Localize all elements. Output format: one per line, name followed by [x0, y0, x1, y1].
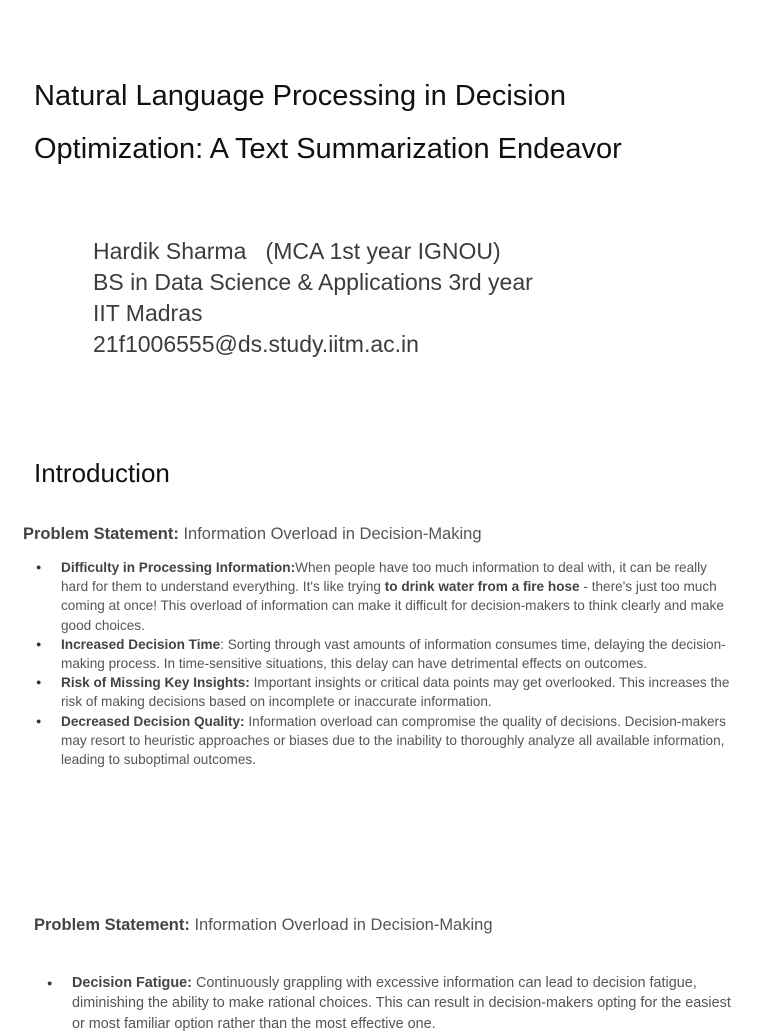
list-item-label: Decision Fatigue:: [72, 975, 192, 991]
problem-statement-1: [23, 525, 482, 544]
list-item-text: : Sorting through vast amounts of information consumes time, delaying the decision-making process. In time-sensitive situations, this delay can have detrimental effects on outcomes.: [61, 636, 726, 672]
list-item: [61, 673, 731, 711]
list-item-label: Increased Decision Time: [61, 636, 221, 652]
list-item: [72, 973, 742, 1034]
list-item-text: Continuously grappling with excessive information can lead to decision fatigue, diminishing the ability to make rational choices. This can result in decision-makers opting for the easiest or most familiar option rather than the most effective one.: [72, 975, 731, 1032]
list-item: [61, 558, 731, 635]
introduction-heading: Introduction: [34, 458, 170, 488]
author-email: 21f1006555@ds.study.iitm.ac.in: [93, 331, 419, 357]
title-line-2: Optimization: A Text Summarization Endeavor: [34, 133, 622, 165]
section2-bullet-list: [72, 973, 742, 1034]
problem-statement-2: [34, 916, 493, 935]
list-item: [61, 712, 731, 770]
list-item-emphasis: to drink water from a fire hose: [384, 579, 580, 595]
list-item-text: - there's just too much coming at once! This overload of information can make it difficult for decision-makers to think clearly and make good choices.: [61, 579, 724, 633]
author-block: [93, 236, 533, 360]
list-item: [61, 635, 731, 673]
problem-statement-label: Problem Statement:: [23, 525, 179, 543]
introduction-bullet-list: [61, 558, 731, 769]
list-item-label: Decreased Decision Quality:: [61, 713, 245, 729]
list-item-text: When people have too much information to deal with, it can be really hard for them to understand everything. It's like trying: [61, 560, 707, 595]
list-item-label: Risk of Missing Key Insights:: [61, 675, 250, 691]
problem-statement-label: Problem Statement:: [34, 916, 190, 934]
list-item-text: Information overload can compromise the quality of decisions. Decision-makers may resort to heuristic approaches or biases due to the inability to thoroughly analyze all available information, leading to suboptimal outcomes.: [61, 713, 726, 768]
author-institute: IIT Madras: [93, 300, 203, 326]
document-title: [34, 70, 754, 176]
list-item-text: Important insights or critical data points may get overlooked. This increases the risk of making decisions based on incomplete or inaccurate information.: [61, 675, 730, 710]
list-item-label: Difficulty in Processing Information:: [61, 560, 296, 575]
problem-statement-text: Information Overload in Decision-Making: [189, 916, 493, 934]
author-program: BS in Data Science & Applications 3rd year: [93, 269, 533, 295]
author-name: Hardik Sharma (MCA 1st year IGNOU): [93, 238, 501, 264]
problem-statement-text: Information Overload in Decision-Making: [178, 525, 482, 543]
title-line-1: Natural Language Processing in Decision: [34, 80, 566, 112]
